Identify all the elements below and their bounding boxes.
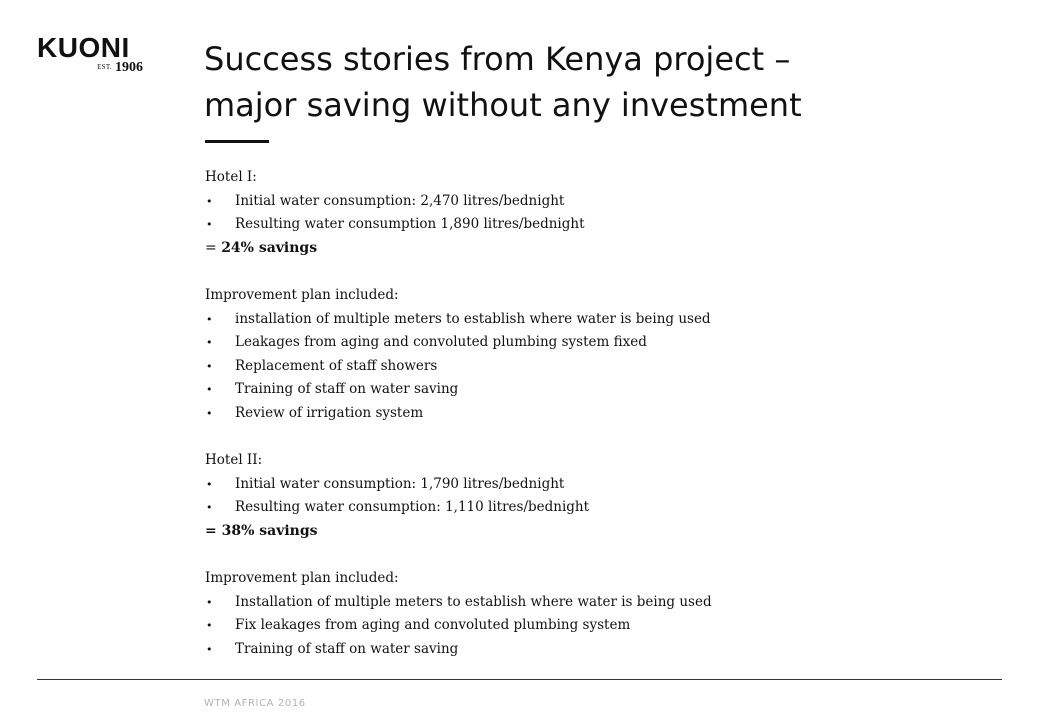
bullet-icon: • [206,218,213,232]
hotel-1-resulting-consumption-text: Resulting water consumption 1,890 litres/bednight [235,216,585,233]
kuoni-logo [37,34,147,74]
hotel-1-plan-heading: Improvement plan included: [205,286,399,303]
footer-divider [37,679,1002,680]
slide-title-line-2: major saving without any investment [204,86,802,124]
hotel-2-plan-item-text: Training of staff on water saving [235,640,459,657]
hotel-1-plan-item-text: Training of staff on water saving [235,381,459,398]
hotel-1-plan-item [205,308,1005,332]
hotel-1-savings [205,237,1005,261]
bullet-icon: • [206,595,213,609]
bullet-icon: • [206,619,213,633]
slide-body [205,166,1005,661]
hotel-1-plan-item [205,402,1005,426]
bullet-icon: • [206,194,213,208]
hotel-1-heading: Hotel I: [205,169,257,185]
spacer [205,260,1005,284]
bullet-icon: • [206,336,213,350]
hotel-1-savings-value: 24% savings [221,239,318,256]
bullet-icon: • [206,312,213,326]
hotel-2-resulting-consumption [205,496,1005,520]
footer-text: WTM AFRICA 2016 [204,698,306,709]
hotel-2-plan-heading: Improvement plan included: [205,570,399,587]
bullet-icon: • [206,501,213,515]
hotel-2-initial-consumption [205,473,1005,497]
hotel-1-initial-consumption [205,190,1005,214]
slide-title [204,36,1004,128]
logo-est-label: EST. [97,63,112,71]
logo-established [97,61,143,74]
hotel-2-plan-item [205,638,1005,662]
logo-year: 1906 [115,60,143,75]
bullet-icon: • [206,406,213,420]
hotel-1-plan-item-text: installation of multiple meters to establish where water is being used [235,310,711,327]
hotel-1-resulting-consumption [205,213,1005,237]
hotel-2-plan-item [205,591,1005,615]
bullet-icon: • [206,359,213,373]
hotel-1-initial-consumption-text: Initial water consumption: 2,470 litres/bednight [235,192,565,209]
bullet-icon: • [206,642,213,656]
hotel-2-initial-consumption-text: Initial water consumption: 1,790 litres/bednight [235,475,565,492]
hotel-1-plan-item [205,355,1005,379]
hotel-1-savings-prefix: = [205,239,222,256]
spacer [205,544,1005,568]
hotel-2-plan-item-text: Installation of multiple meters to establish where water is being used [235,593,712,610]
hotel-1-plan-item-text: Leakages from aging and convoluted plumbing system fixed [235,334,647,351]
title-underline [205,140,269,143]
hotel-1-plan-item [205,378,1005,402]
hotel-2-plan-item-text: Fix leakages from aging and convoluted plumbing system [235,617,631,634]
hotel-1-plan-item-text: Replacement of staff showers [235,357,438,374]
slide-title-line-1: Success stories from Kenya project – [204,40,791,78]
hotel-2-savings: = 38% savings [205,522,318,539]
spacer [205,426,1005,450]
hotel-2-plan-item [205,614,1005,638]
hotel-1-plan-item-text: Review of irrigation system [235,404,424,421]
bullet-icon: • [206,477,213,491]
hotel-2-heading: Hotel II: [205,452,263,469]
logo-wordmark: KUONI [37,32,130,63]
hotel-1-plan-item [205,331,1005,355]
hotel-2-resulting-consumption-text: Resulting water consumption: 1,110 litres/bednight [235,499,590,516]
bullet-icon: • [206,383,213,397]
